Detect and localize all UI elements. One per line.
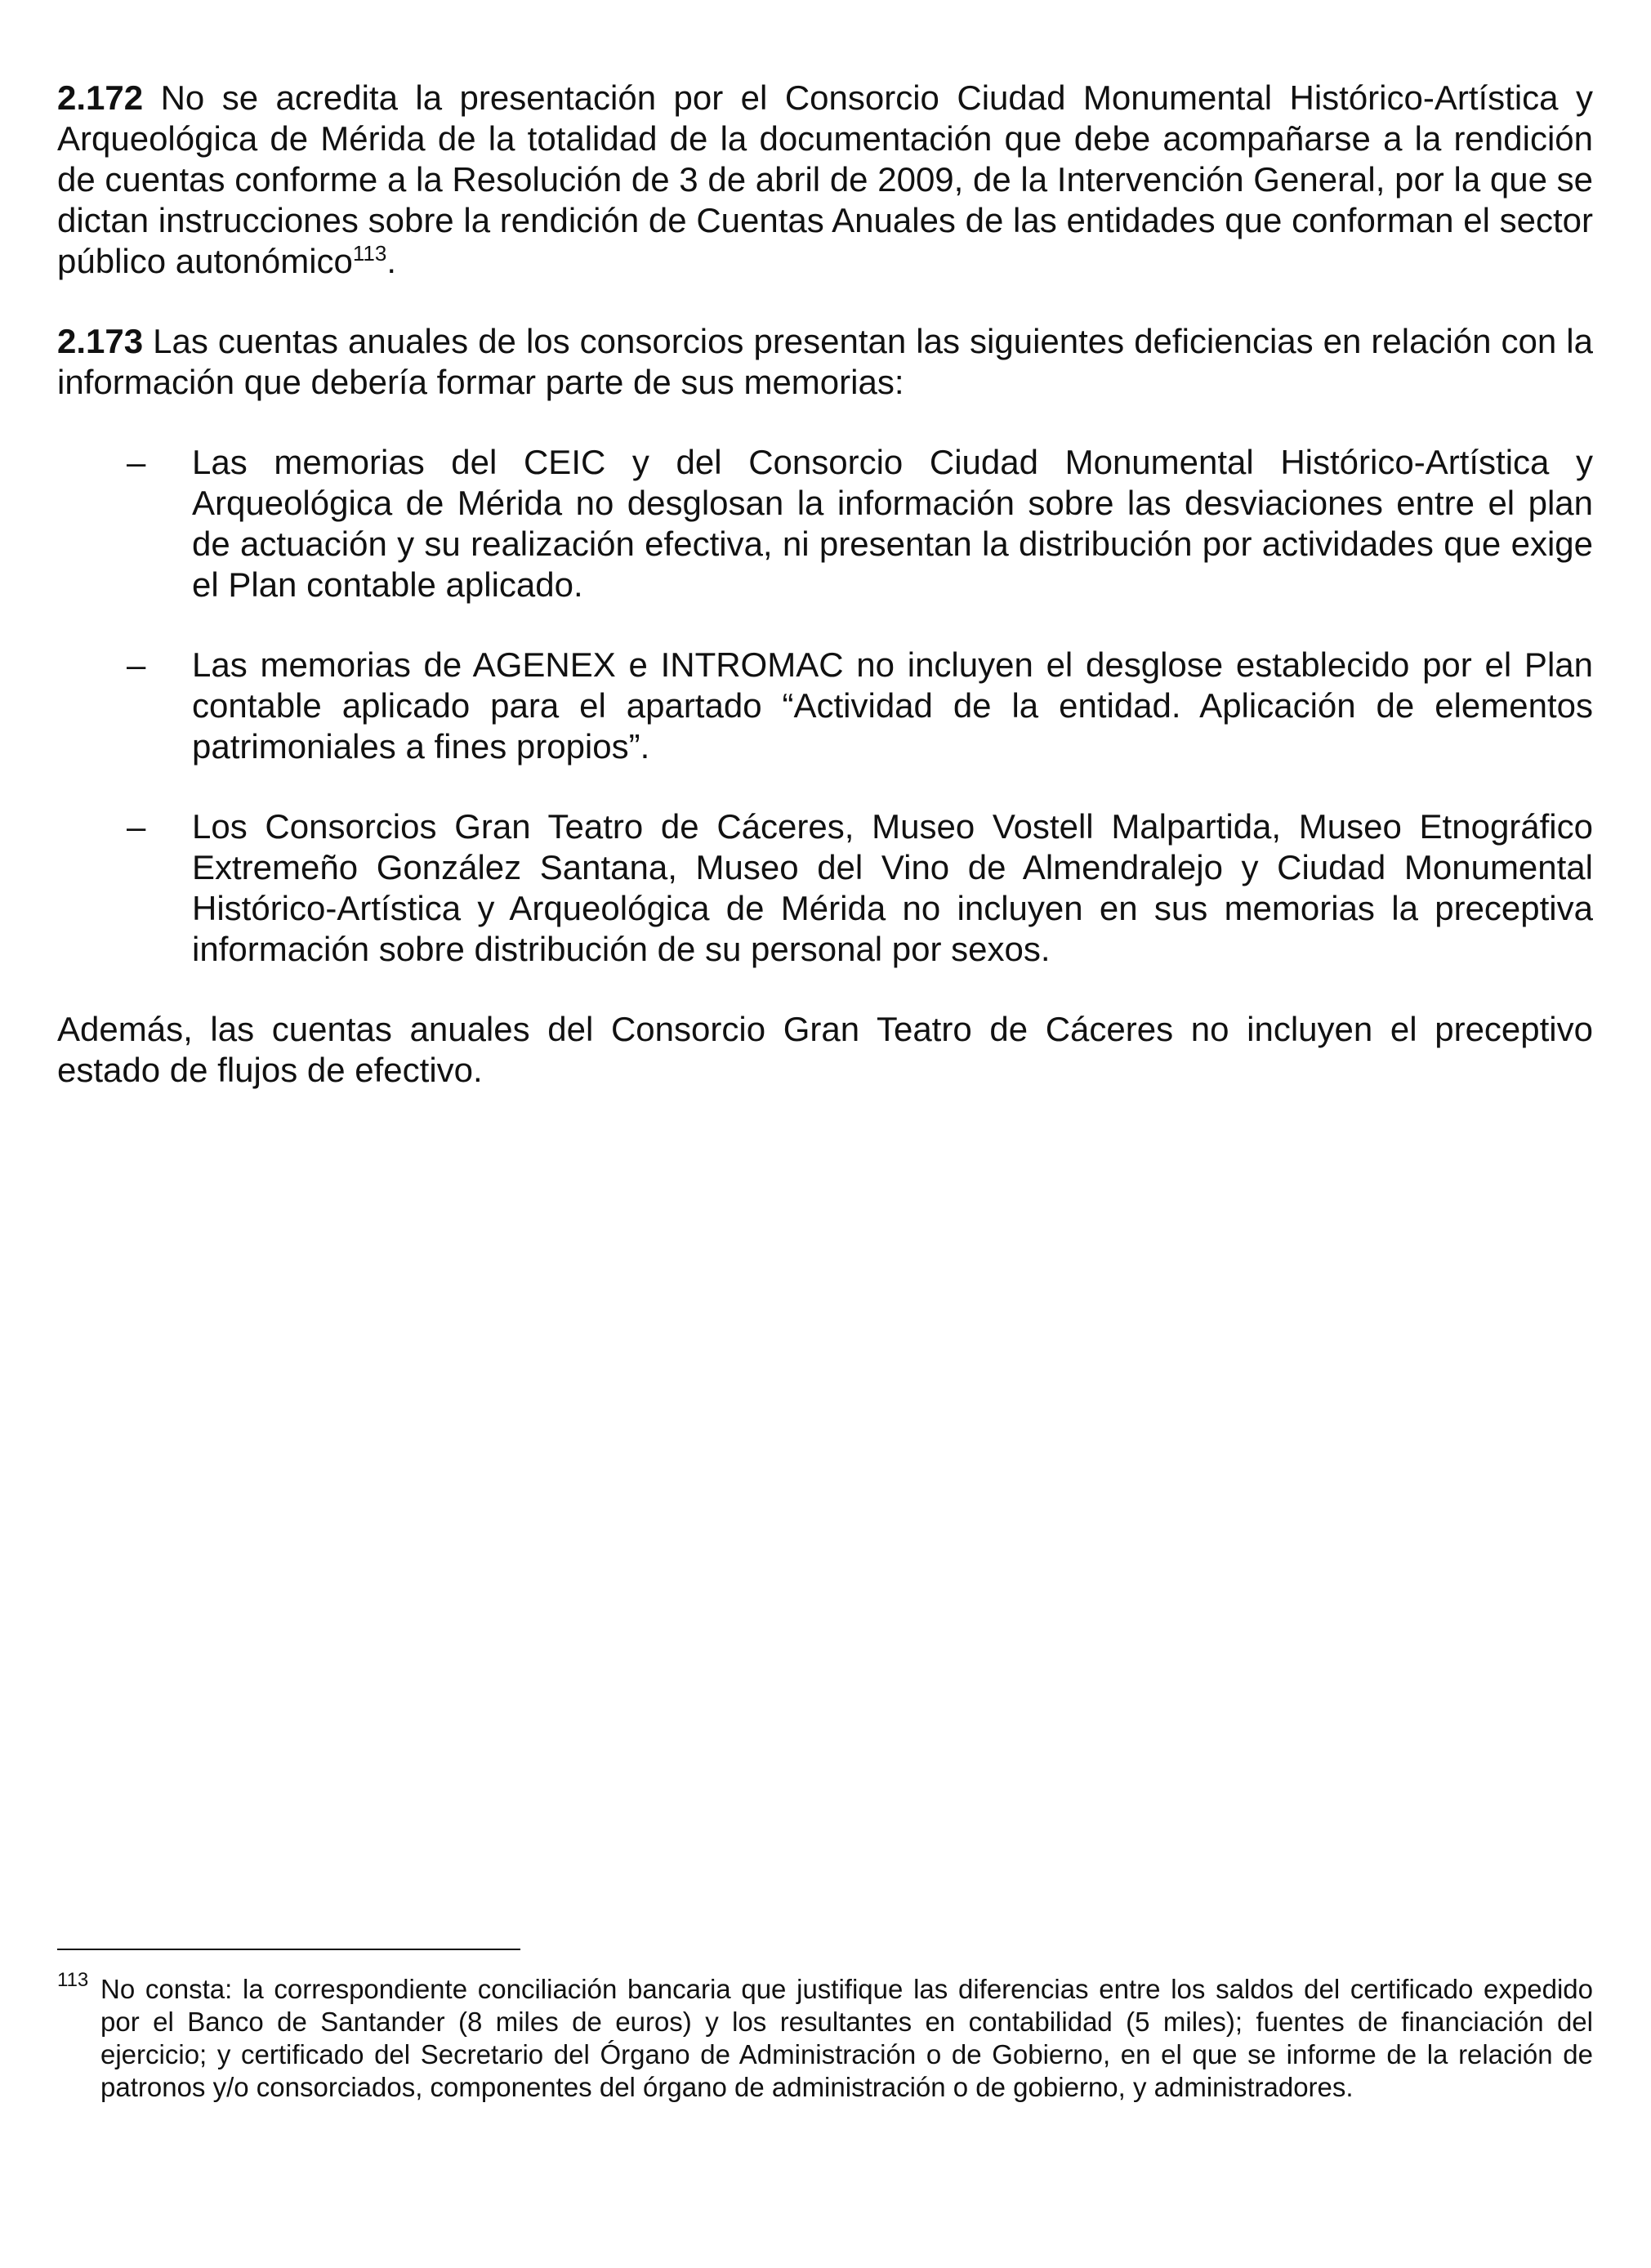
- document-body: [57, 78, 1593, 1091]
- dash-bullet: –: [127, 807, 146, 846]
- deficiency-list: [57, 442, 1593, 970]
- list-item: [57, 645, 1593, 767]
- footnote-number: 113: [57, 1969, 89, 1991]
- paragraph-2-173: [57, 321, 1593, 403]
- closing-paragraph: Además, las cuentas anuales del Consorcio Gran Teatro de Cáceres no incluyen el preceptivo estado de flujos de efectivo.: [57, 1010, 1593, 1089]
- footnote-separator: [57, 1949, 520, 1950]
- paragraph-text: Las cuentas anuales de los consorcios presentan las siguientes deficiencias en relación con la información que debería formar parte de sus memorias:: [57, 322, 1593, 401]
- footnote-text: No consta: la correspondiente conciliación bancaria que justifique las diferencias entre los saldos del certificado expedido por el Banco de Santander (8 miles de euros) y los resultantes en contabilidad (5 miles); fuentes de financiación del ejercicio; y certificado del Secretario del Órgano de Administración o de Gobierno, en el que se informe de la relación de patronos y/o consorciados, componentes del órgano de administración o de gobierno, y administradores.: [100, 1974, 1593, 2102]
- footnote-reference[interactable]: 113: [352, 241, 387, 266]
- list-item-text: Los Consorcios Gran Teatro de Cáceres, Museo Vostell Malpartida, Museo Etnográfico Extremeño González Santana, Museo del Vino de Almendralejo y Ciudad Monumental Histórico-Artística y Arqueológica de Mérida no incluyen en sus memorias la preceptiva información sobre distribución de su personal por sexos.: [192, 807, 1593, 968]
- dash-bullet: –: [127, 443, 146, 481]
- list-item: [57, 806, 1593, 970]
- list-item-text: Las memorias del CEIC y del Consorcio Ciudad Monumental Histórico-Artística y Arqueológica de Mérida no desglosan la información sobre las desviaciones entre el plan de actuación y su realización efectiva, ni presentan la distribución por actividades que exige el Plan contable aplicado.: [192, 443, 1593, 604]
- paragraph-text: No se acredita la presentación por el Consorcio Ciudad Monumental Histórico-Artística y Arqueológica de Mérida de la totalidad de la documentación que debe acompañarse a la rendición de cuentas conforme a la Resolución de 3 de abril de 2009, de la Intervención General, por la que se dictan instrucciones sobre la rendición de Cuentas Anuales de las entidades que conforman el sector público autonómico: [57, 78, 1593, 280]
- footnote: [57, 1969, 1593, 2104]
- dash-bullet: –: [127, 645, 146, 684]
- list-item: [57, 442, 1593, 605]
- paragraph-number: 2.173: [57, 322, 144, 360]
- list-item-text: Las memorias de AGENEX e INTROMAC no incluyen el desglose establecido por el Plan contable aplicado para el apartado “Actividad de la entidad. Aplicación de elementos patrimoniales a fines propios”.: [192, 645, 1593, 766]
- paragraph-2-172: [57, 78, 1593, 282]
- paragraph-end: .: [386, 242, 397, 280]
- paragraph-number: 2.172: [57, 78, 144, 117]
